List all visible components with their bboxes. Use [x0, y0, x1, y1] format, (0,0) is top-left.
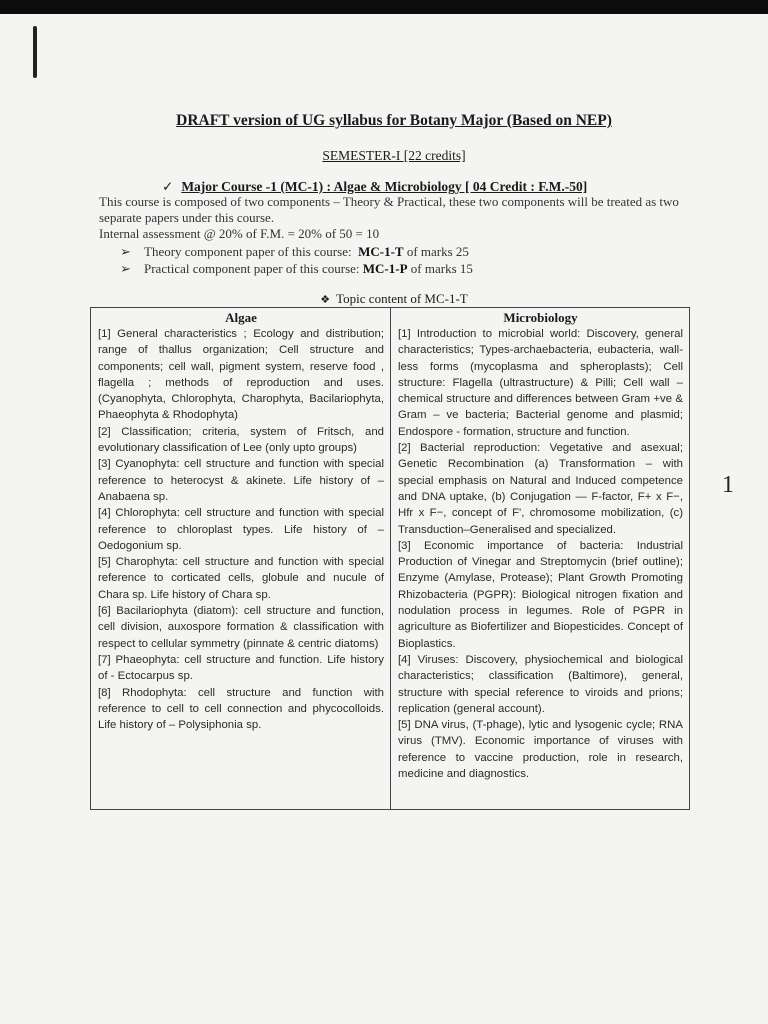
- component-code: MC-1-T: [358, 244, 404, 259]
- diamond-bullet-icon: ❖: [320, 294, 331, 306]
- algae-topic: [2] Classification; criteria, system of Fritsch, and evolutionary classification of Lee (only upto groups): [98, 425, 384, 455]
- page-number: 1: [722, 472, 734, 498]
- component-marks: of marks 25: [406, 244, 469, 259]
- microbiology-topic: [2] Bacterial reproduction: Vegetative and asexual; Genetic Recombination (a) Transformation – with special emphasis on Natural and Induced competence and DNA uptake, (b) Conjugation — F-factor, F+ x F−, Hfr x F−, concept of F', chromosome mobilization, (c) Transduction–Generalised and specialized.: [398, 442, 683, 536]
- microbiology-column-header: Microbiology: [503, 310, 578, 325]
- component-item: [120, 260, 473, 277]
- arrow-bullet-icon: ➢: [120, 261, 131, 276]
- topic-heading-text: Topic content of MC-1-T: [336, 291, 468, 306]
- internal-assessment: Internal assessment @ 20% of F.M. = 20% of 50 = 10: [99, 226, 380, 241]
- algae-topic: [8] Rhodophyta: cell structure and function with reference to cell to cell connection and phycocolloids. Life history of – Polysiphonia sp.: [98, 686, 384, 732]
- topic-heading: [0, 291, 768, 307]
- microbiology-topic: [1] Introduction to microbial world: Discovery, general characteristics; Types-archaebacteria, eubacteria, wall-less forms (mycoplasma and spheroplasts); Cell structure: Flagella (ultrastructure) & Pilli; Cell wall – chemical structure and differences between Gram +ve & Gram – ve bacteria; Bacterial genome and plasmid; Endospore - formation, structure and function.: [398, 328, 683, 438]
- scan-edge-mark: [33, 26, 37, 78]
- course-intro: [99, 194, 691, 242]
- semester-heading: SEMESTER-I [22 credits]: [322, 148, 466, 163]
- microbiology-topic: [4] Viruses: Discovery, physiochemical and biological characteristics; classification (Baltimore), general, structure with special reference to viroids and prions; replication (general account).: [398, 653, 683, 715]
- component-label: Theory component paper of this course:: [144, 244, 352, 259]
- topic-content-table: [90, 307, 690, 810]
- arrow-bullet-icon: ➢: [120, 244, 131, 259]
- course-heading: [162, 179, 587, 195]
- course-title: Major Course -1 (MC-1) : Algae & Microbiology [ 04 Credit : F.M.-50]: [181, 179, 588, 194]
- microbiology-column: [391, 308, 689, 809]
- algae-topic: [7] Phaeophyta: cell structure and function. Life history of - Ectocarpus sp.: [98, 653, 384, 683]
- microbiology-topic: [5] DNA virus, (T-phage), lytic and lysogenic cycle; RNA virus (TMV). Economic importance of viruses with reference to vaccine production, role in research, medicine and diagnostics.: [398, 719, 683, 781]
- component-marks: of marks 15: [410, 261, 473, 276]
- algae-topic: [1] General characteristics ; Ecology and distribution; range of thallus organization; Cell structure and components; cell wall, pigment system, reserve food , flagella ; methods of reproduction and uses. (Cyanophyta, Chlorophyta, Charophyta, Bacilariophyta, Phaeophyta & Rhodophyta): [98, 328, 384, 422]
- component-code: MC-1-P: [362, 261, 408, 276]
- document-title: DRAFT version of UG syllabus for Botany Major (Based on NEP): [176, 112, 612, 129]
- check-icon: ✓: [162, 179, 174, 194]
- component-label: Practical component paper of this course:: [144, 261, 360, 276]
- algae-topic: [3] Cyanophyta: cell structure and function with special reference to heterocyst & akinete. Life history of – Anabaena sp.: [98, 458, 384, 503]
- component-list: [120, 243, 473, 277]
- microbiology-topic: [3] Economic importance of bacteria: Industrial Production of Vinegar and Streptomycin (brief outline); Enzyme (Amylase, Protease); Plant Growth Promoting Rhizobacteria (PGPR): Biological nitrogen fixation and nodulation process in legumes. Role of PGPR in agriculture as Biofertilizer and Biopesticides. Concept of Bioplastics.: [398, 539, 683, 650]
- algae-topic: [4] Chlorophyta: cell structure and function with special reference to chloroplast types. Life history of – Oedogonium sp.: [98, 507, 384, 552]
- algae-topic: [5] Charophyta: cell structure and function with special reference to corticated cells, globule and nucule of Chara sp. Life history of Chara sp.: [98, 556, 384, 601]
- algae-column-header: Algae: [225, 310, 257, 325]
- scan-top-edge: [0, 0, 768, 14]
- algae-column: [91, 308, 391, 809]
- algae-topic: [6] Bacilariophyta (diatom): cell structure and function, cell division, auxospore formation & classification with respect to cellular symmetry (pinnate & centric diatoms): [98, 605, 384, 650]
- component-item: [120, 243, 473, 260]
- intro-paragraph: This course is composed of two components – Theory & Practical, these two components will be treated as two separate papers under this course.: [99, 194, 679, 225]
